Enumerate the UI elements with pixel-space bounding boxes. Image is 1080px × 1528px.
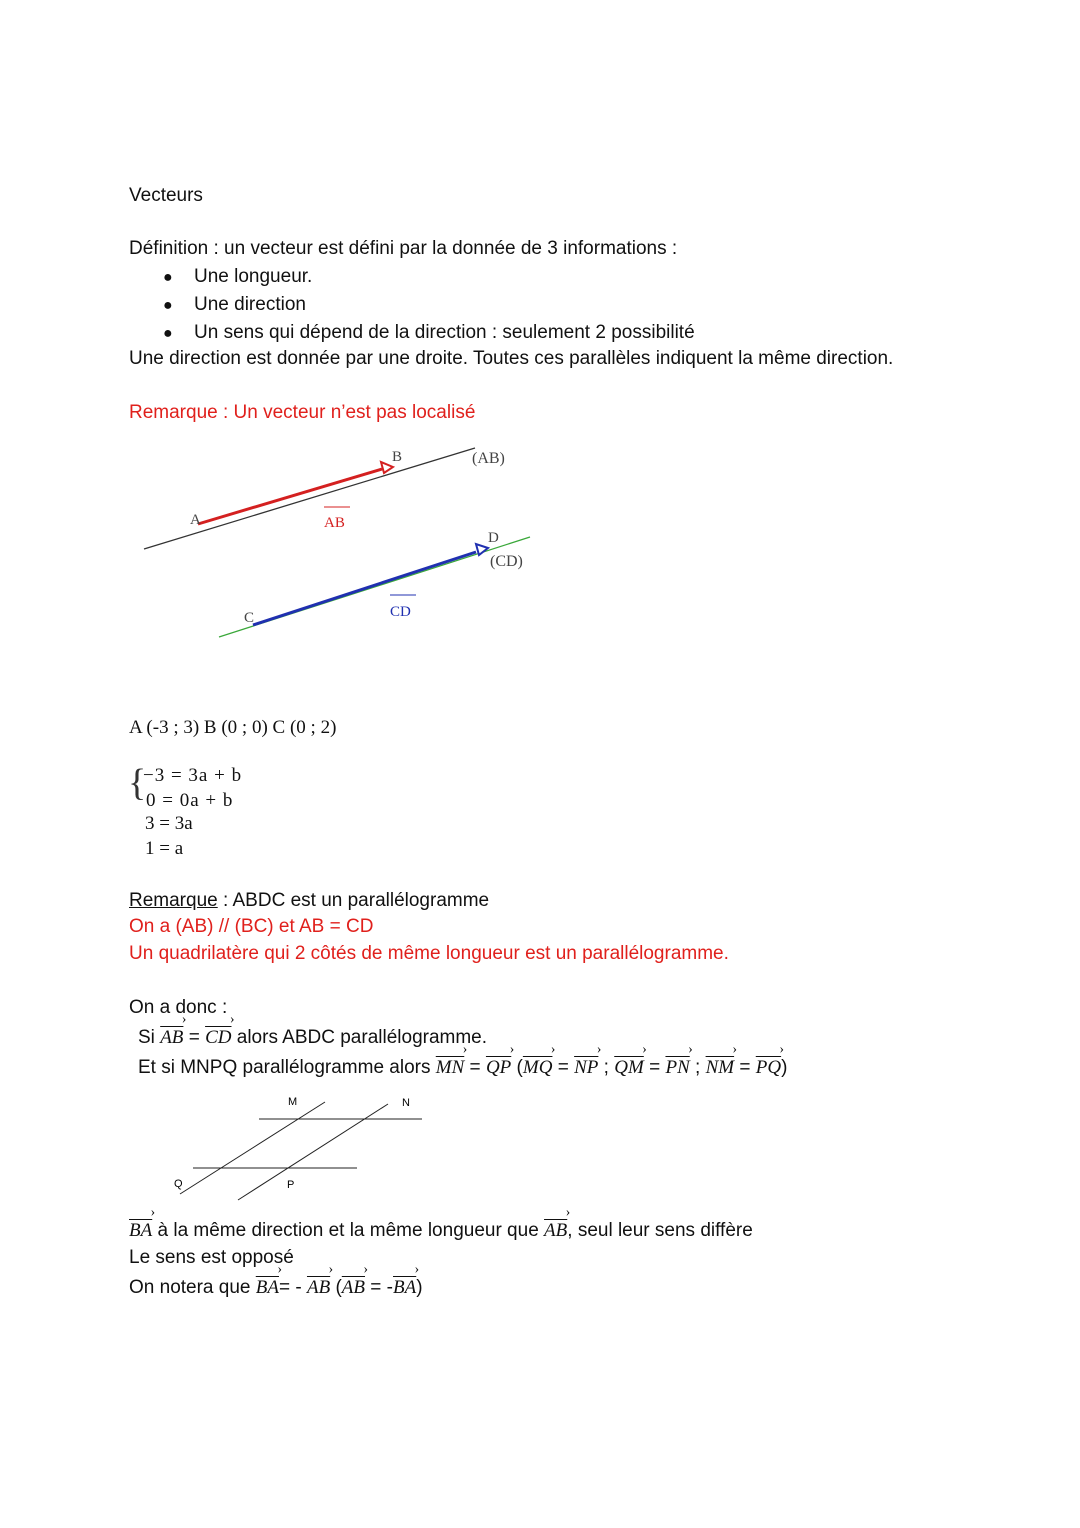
final-line-3 <box>129 1276 423 1300</box>
remark-line-2: On a (AB) // (BC) et AB = CD <box>129 916 374 937</box>
text: , seul leur sens diffère <box>567 1220 753 1241</box>
list-item <box>163 321 695 346</box>
vector-ab-text: $\overline{AB}$ › <box>307 1277 330 1298</box>
line-qm <box>180 1102 325 1194</box>
remark-label: Remarque <box>129 890 218 911</box>
equation-2: 0 = 0a + b <box>146 790 234 811</box>
text: On notera que <box>129 1277 251 1298</box>
bullet-icon: ● <box>163 297 173 314</box>
vector-ba-text: $\overline{BA}$ › <box>129 1220 152 1241</box>
line-ab-label: (AB) <box>472 450 505 467</box>
list-item-text: Une longueur. <box>194 266 313 287</box>
remark-not-localized: Remarque : Un vecteur n’est pas localisé <box>129 402 476 423</box>
vector-cd-label: CD <box>390 604 411 620</box>
equals: = <box>557 1057 569 1078</box>
point-b-label: B <box>392 449 403 465</box>
vector-mq-text: $\overline{MQ}$ › <box>523 1057 553 1078</box>
text: alors ABDC parallélogramme. <box>236 1027 488 1048</box>
vector-cd <box>253 552 476 625</box>
equals: = <box>469 1057 481 1078</box>
vector-ab-text: $\overline{AB}$ › <box>342 1277 365 1298</box>
vector-qm-text: $\overline{QM}$ › <box>614 1057 644 1078</box>
paren: ) <box>416 1277 423 1298</box>
vector-pn-text: $\overline{PN}$ › <box>665 1057 689 1078</box>
equation-4: 1 = a <box>145 838 184 859</box>
point-p-label: P <box>287 1179 295 1191</box>
final-line-2: Le sens est opposé <box>129 1247 294 1268</box>
equals: = <box>649 1057 661 1078</box>
text: à la même direction et la même longueur que <box>157 1220 539 1241</box>
semicolon: ; <box>603 1057 609 1078</box>
vectors-figure <box>130 440 550 650</box>
paren: ( <box>516 1057 523 1078</box>
point-m-label: M <box>288 1096 298 1108</box>
vector-ab-label: AB <box>324 515 345 531</box>
remark-parallelogram <box>129 889 489 913</box>
conclusion-line-1 <box>138 1026 487 1050</box>
vector-cd-arrowhead <box>476 544 488 555</box>
text: Et si MNPQ parallélogramme alors <box>138 1057 431 1078</box>
list-item <box>163 265 313 290</box>
point-a-label: A <box>190 512 201 528</box>
vector-ba-text: $\overline{BA}$ › <box>393 1277 416 1298</box>
list-item-text: Un sens qui dépend de la direction : seulement 2 possibilité <box>194 322 695 343</box>
conclusion-line-2 <box>138 1056 787 1080</box>
vector-nm-text: $\overline{NM}$ › <box>706 1057 735 1078</box>
point-q-label: Q <box>174 1178 183 1190</box>
vector-qp-text: $\overline{QP}$ › <box>486 1057 511 1078</box>
vector-ab <box>198 469 382 524</box>
line-ab <box>144 448 475 549</box>
equation-1: −3 = 3a + b <box>143 765 243 786</box>
list-item <box>163 293 306 318</box>
system-brace: { <box>128 762 147 804</box>
vector-np-text: $\overline{NP}$ › <box>574 1057 598 1078</box>
line-cd-label: (CD) <box>490 553 523 570</box>
list-item-text: Une direction <box>194 294 306 315</box>
point-c-label: C <box>244 610 255 626</box>
vector-ab-text: $\overline{AB}$ › <box>160 1027 183 1048</box>
semicolon: ; <box>695 1057 701 1078</box>
point-n-label: N <box>402 1097 410 1109</box>
bullet-icon: ● <box>163 325 173 342</box>
paren: ) <box>781 1057 788 1078</box>
page-title: Vecteurs <box>129 185 203 206</box>
definition-intro: Définition : un vecteur est défini par la donnée de 3 informations : <box>129 238 678 259</box>
coordinates: A (-3 ; 3) B (0 ; 0) C (0 ; 2) <box>129 717 337 738</box>
parallelogram-figure <box>160 1090 440 1210</box>
remark-text: : ABDC est un parallélogramme <box>217 890 490 911</box>
point-d-label: D <box>488 530 499 546</box>
equation-3: 3 = 3a <box>145 813 193 834</box>
text: Si <box>138 1027 155 1048</box>
vector-ab-text: $\overline{AB}$ › <box>544 1220 567 1241</box>
vector-mn-text: $\overline{MN}$ › <box>436 1057 465 1078</box>
equals: = <box>188 1027 200 1048</box>
direction-text: Une direction est donnée par une droite. Toutes ces parallèles indiquent la même direction. <box>129 348 894 369</box>
final-line-1 <box>129 1219 753 1243</box>
equals-minus: = - <box>370 1277 393 1298</box>
vector-pq-text: $\overline{PQ}$ › <box>756 1057 781 1078</box>
equals: = <box>739 1057 751 1078</box>
vector-ba-text: $\overline{BA}$ › <box>256 1277 279 1298</box>
paren: ( <box>335 1277 342 1298</box>
conclusion-intro: On a donc : <box>129 997 228 1018</box>
equals-minus: = - <box>278 1277 302 1298</box>
remark-line-3: Un quadrilatère qui 2 côtés de même longueur est un parallélogramme. <box>129 943 729 964</box>
bullet-icon: ● <box>163 269 173 286</box>
line-pn <box>238 1104 388 1200</box>
vector-cd-text: $\overline{CD}$ › <box>205 1027 231 1048</box>
